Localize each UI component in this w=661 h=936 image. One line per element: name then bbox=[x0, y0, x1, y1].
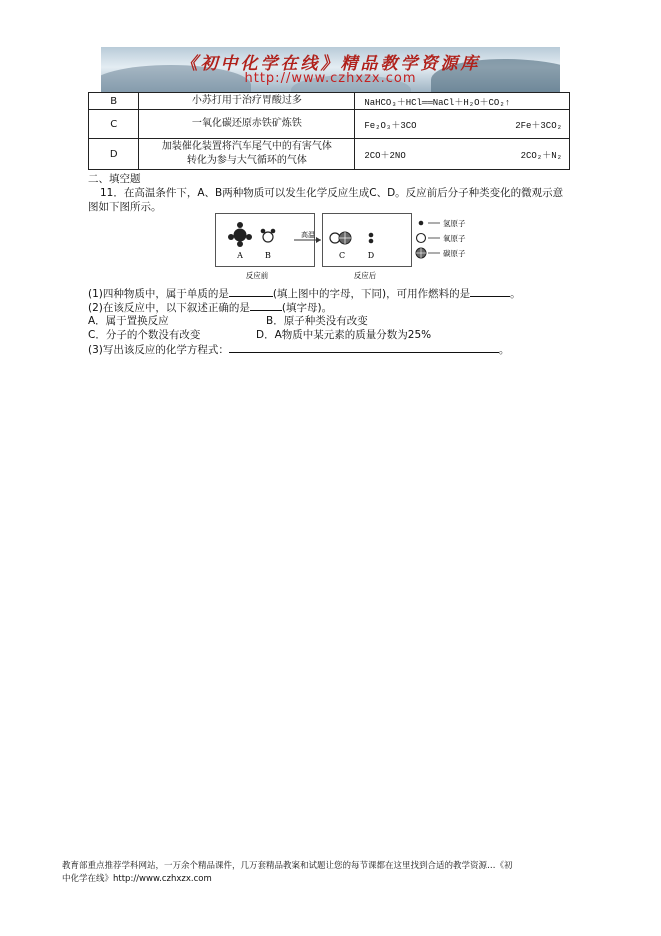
answer-blank[interactable] bbox=[229, 285, 273, 297]
section-heading: 二、填空题 bbox=[88, 173, 141, 185]
question-line-1: 11．在高温条件下，A、B两种物质可以发生化学反应生成C、D。反应前后分子种类变化的微观示意 bbox=[100, 187, 564, 199]
row-description: 小苏打用于治疗胃酸过多 bbox=[139, 93, 355, 110]
legend bbox=[416, 218, 466, 258]
table-row bbox=[89, 139, 570, 170]
option-b: B．原子种类没有改变 bbox=[266, 315, 368, 327]
row-label: B bbox=[89, 93, 139, 110]
sub-question-3: (3)写出该反应的化学方程式： 。 bbox=[88, 341, 509, 357]
sub-question-2: (2)在该反应中，以下叙述正确的是 (填字母)。 bbox=[88, 299, 332, 315]
question-line-2: 图如下图所示。 bbox=[88, 201, 162, 213]
option-a: A．属于置换反应 bbox=[88, 315, 169, 327]
molecule-d bbox=[369, 233, 374, 244]
table-row bbox=[89, 93, 570, 110]
caption-after: 反应后 bbox=[353, 271, 377, 280]
footer-line-1: 教育部重点推荐学科网站，一万余个精品课件，几万套精品教案和试题让您的每节课都在这里找到合适的教学资源…《初 bbox=[62, 861, 513, 871]
sub-question-1: (1)四种物质中，属于单质的是 (填上图中的字母，下同)，可用作燃料的是 。 bbox=[88, 285, 521, 301]
row-equation: Fe₂O₃＋3CO 2Fe＋3CO₂ bbox=[355, 110, 570, 139]
molecule-a bbox=[228, 222, 252, 247]
table-row bbox=[89, 110, 570, 139]
molecule-b bbox=[261, 229, 276, 242]
banner-title: 《初中化学在线》精品教学资源库 bbox=[180, 54, 481, 74]
label-d: D bbox=[367, 251, 375, 260]
label-c: C bbox=[338, 251, 346, 260]
option-d: D．A物质中某元素的质量分数为25% bbox=[256, 329, 432, 341]
row-description: 加装催化装置将汽车尾气中的有害气体 转化为参与大气循环的气体 bbox=[139, 139, 355, 170]
row-equation: NaHCO₃＋HCl══NaCl＋H₂O＋CO₂↑ bbox=[355, 93, 570, 110]
caption-before: 反应前 bbox=[245, 271, 269, 280]
row-equation: 2CO＋2NO 2CO₂＋N₂ bbox=[355, 139, 570, 170]
banner-url[interactable]: http://www.czhxzx.com bbox=[244, 71, 417, 86]
header-banner bbox=[101, 47, 560, 92]
molecule-c bbox=[330, 232, 351, 244]
footer-line-2[interactable]: 中化学在线》http://www.czhxzx.com bbox=[62, 874, 212, 884]
equation-table bbox=[88, 92, 570, 170]
option-c: C．分子的个数没有改变 bbox=[88, 329, 201, 341]
legend-oxygen: 氧原子 bbox=[443, 234, 466, 243]
legend-hydrogen: 氢原子 bbox=[443, 219, 466, 228]
legend-carbon: 碳原子 bbox=[443, 249, 466, 258]
answer-blank[interactable] bbox=[250, 299, 282, 311]
row-description: 一氧化碳还原赤铁矿炼铁 bbox=[139, 110, 355, 139]
label-a: A bbox=[237, 251, 243, 260]
answer-blank[interactable] bbox=[470, 285, 510, 297]
label-b: B bbox=[265, 251, 271, 260]
row-label: D bbox=[89, 139, 139, 170]
reaction-diagram bbox=[215, 213, 485, 281]
row-label: C bbox=[89, 110, 139, 139]
answer-blank[interactable] bbox=[229, 341, 499, 353]
arrow-label: 高温 bbox=[301, 231, 315, 239]
